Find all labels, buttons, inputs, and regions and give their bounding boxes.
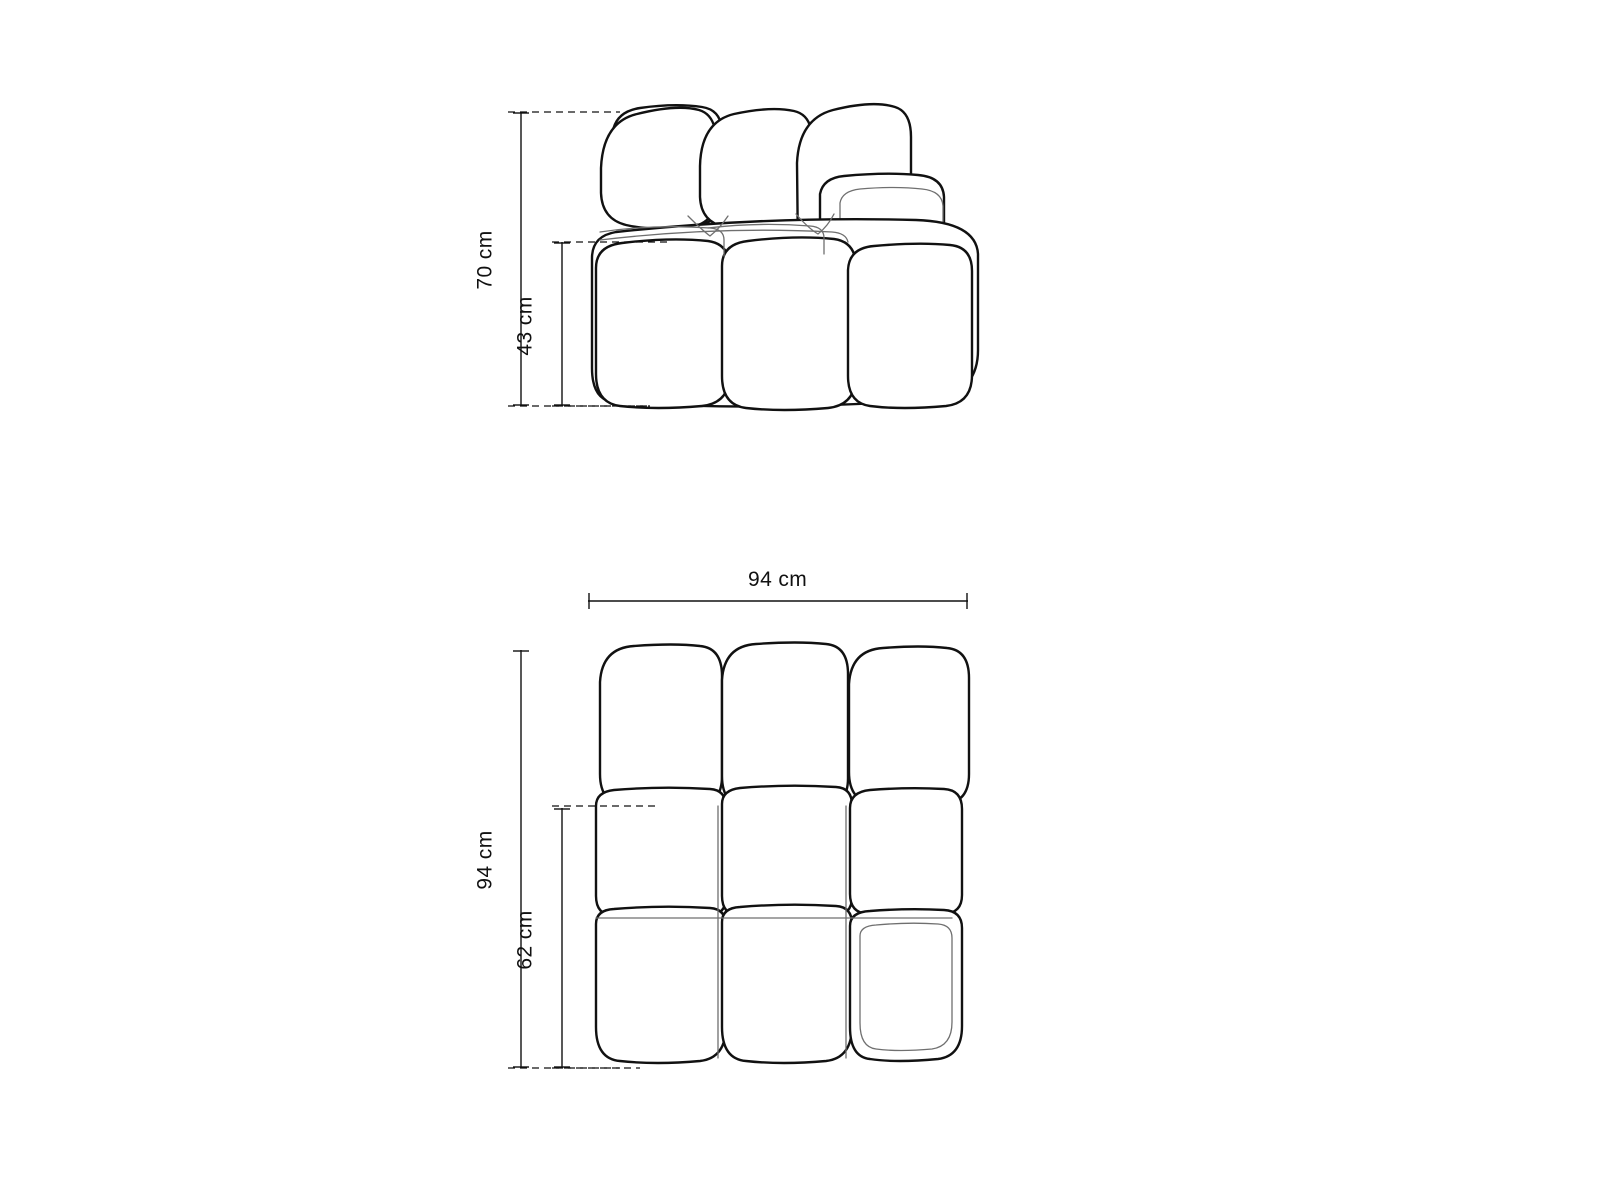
top-back-cushion-left: [600, 645, 722, 808]
dimension-label-top-width: 94 cm: [748, 568, 808, 591]
top-seat-cushion-left-upper: [596, 788, 726, 918]
front-seat-cushion-right: [848, 244, 972, 408]
top-seat-cushion-left-lower: [596, 907, 726, 1063]
top-seat-cushion-right-lower: [850, 909, 962, 1061]
dimension-label-seat-height: 43 cm: [513, 296, 537, 356]
top-back-cushion-right: [849, 647, 969, 806]
dimension-label-top-depth: 94 cm: [473, 830, 497, 890]
front-seat-cushion-left: [596, 239, 730, 408]
top-seat-cushion-center-upper: [722, 786, 852, 918]
top-view-group: [508, 593, 969, 1068]
front-seat-cushion-center: [722, 237, 856, 410]
top-seat-cushion-right-upper: [850, 788, 962, 915]
front-backrest-left-outer: [601, 108, 716, 229]
dimension-label-seat-depth: 62 cm: [513, 910, 537, 970]
front-backrest-center: [700, 109, 812, 231]
front-view-group: [508, 104, 978, 410]
top-back-cushion-center: [722, 643, 848, 810]
dimension-label-total-height: 70 cm: [473, 230, 497, 290]
top-seat-cushion-center-lower: [722, 905, 852, 1063]
